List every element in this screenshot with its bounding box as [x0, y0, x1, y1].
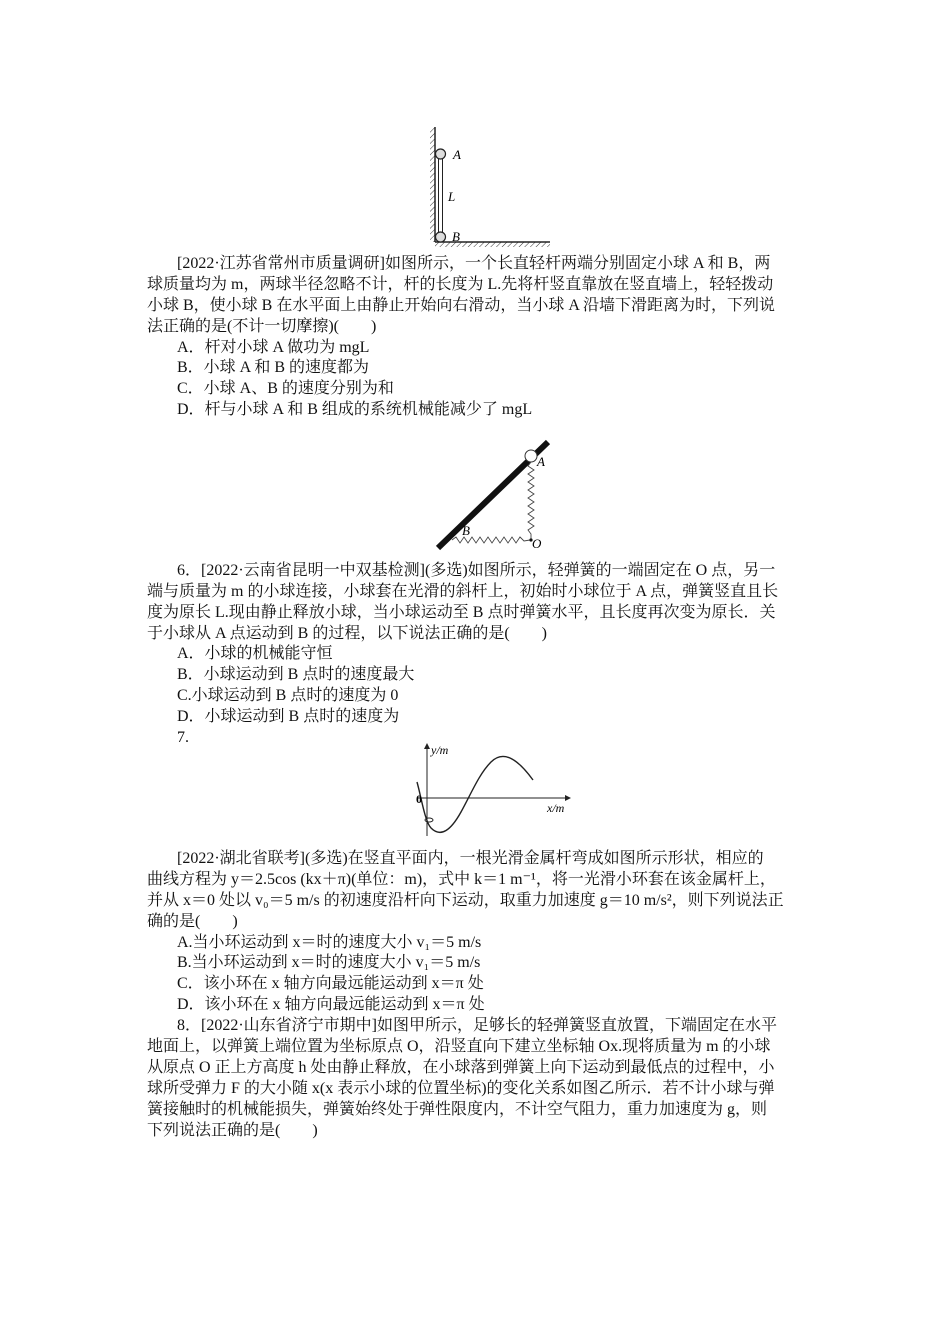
label-B: B: [452, 229, 460, 244]
q6-option-a: A．小球的机械能守恒: [177, 645, 333, 662]
figure-incline-spring: [420, 435, 560, 555]
q6-line-3: 度为原长 L.现由静止释放小球，当小球运动至 B 点时弹簧水平，且长度再次变为原长．关: [147, 604, 776, 621]
label-O: O: [532, 536, 542, 551]
q7-option-a: A.当小环运动到 x＝时的速度大小 v₁＝5 m/s: [177, 934, 482, 951]
label-L: L: [448, 189, 456, 204]
q6-line-4: 于小球从 A 点运动到 B 的过程，以下说法正确的是( ): [147, 625, 548, 642]
q8-line-6: 下列说法正确的是( ): [147, 1122, 318, 1139]
curve: [417, 756, 533, 832]
q6-option-b: B．小球运动到 B 点时的速度最大: [177, 666, 415, 683]
q5-line-3: 小球 B，使小球 B 在水平面上由静止开始向右滑动，当小球 A 沿墙下滑距离为时，下列说: [147, 297, 776, 314]
q7-option-d: D．该小环在 x 轴方向最远能运动到 x＝π 处: [177, 996, 485, 1013]
figure-cosine-curve: [405, 740, 575, 845]
q8-line-3: 从原点 O 正上方高度 h 处由静止释放，在小球落到弹簧上向下运动到最低点的过程中，小: [147, 1059, 775, 1076]
q7-option-c: C．该小环在 x 轴方向最远能运动到 x＝π 处: [177, 975, 484, 992]
q5-line-4: 法正确的是(不计一切摩擦)( ): [147, 318, 377, 335]
q7-line-2: 曲线方程为 y＝2.5cos (kx＋π)(单位：m)，式中 k＝1 m⁻¹，将一光滑小环套在该金属杆上，: [147, 871, 776, 888]
q5-option-a: A．杆对小球 A 做功为 mgL: [177, 339, 370, 356]
q8-line-1: 8．[2022·山东省济宁市期中]如图甲所示，足够长的轻弹簧竖直放置，下端固定在水平: [177, 1017, 777, 1034]
q5-option-c: C．小球 A、B 的速度分别为和: [177, 380, 394, 397]
q5-option-b: B．小球 A 和 B 的速度都为: [177, 359, 370, 376]
q6-line-2: 端与质量为 m 的小球连接，小球套在光滑的斜杆上，初始时小球位于 A 点，弹簧竖直且长: [147, 583, 779, 600]
q5-line-1: [2022·江苏省常州市质量调研]如图所示，一个长直轻杆两端分别固定小球 A 和 B，两: [177, 255, 771, 272]
q8-line-4: 球所受弹力 F 的大小随 x(x 表示小球的位置坐标)的变化关系如图乙所示．若不计小球与弹: [147, 1080, 775, 1097]
x-axis-label: x/m: [547, 801, 565, 815]
label-A: A: [537, 454, 545, 469]
q5-option-d: D．杆与小球 A 和 B 组成的系统机械能减少了 mgL: [177, 401, 533, 418]
origin-label: 0: [416, 792, 422, 806]
q7-line-1: [2022·湖北省联考](多选)在竖直平面内，一根光滑金属杆弯成如图所示形状，相应的: [177, 850, 764, 867]
q7-number: 7.: [177, 729, 189, 746]
q8-line-2: 地面上，以弹簧上端位置为坐标原点 O，沿竖直向下建立坐标轴 Ox.现将质量为 m 的小球: [147, 1038, 771, 1055]
y-axis-label: y/m: [431, 743, 449, 757]
q6-option-c: C.小球运动到 B 点时的速度为 0: [177, 687, 399, 704]
q6-line-1: 6．[2022·云南省昆明一中双基检测](多选)如图所示，轻弹簧的一端固定在 O 点，另一: [177, 562, 776, 579]
label-A: A: [453, 147, 461, 162]
figure-rod-wall: [420, 125, 560, 250]
q5-line-2: 球质量均为 m，两球半径忽略不计，杆的长度为 L.先将杆竖直靠放在竖直墙上，轻轻拨动: [147, 276, 774, 293]
q8-line-5: 簧接触时的机械能损失，弹簧始终处于弹性限度内，不计空气阻力，重力加速度为 g，则: [147, 1101, 768, 1118]
q7-line-3: 并从 x＝0 处以 v₀＝5 m/s 的初速度沿杆向下运动，取重力加速度 g＝10 m/s²，则下列说法正: [147, 892, 784, 909]
label-B: B: [462, 523, 470, 538]
q6-option-d: D．小球运动到 B 点时的速度为: [177, 708, 400, 725]
q7-line-4: 确的是( ): [147, 913, 238, 930]
q7-option-b: B.当小环运动到 x＝时的速度大小 v₁＝5 m/s: [177, 954, 481, 971]
